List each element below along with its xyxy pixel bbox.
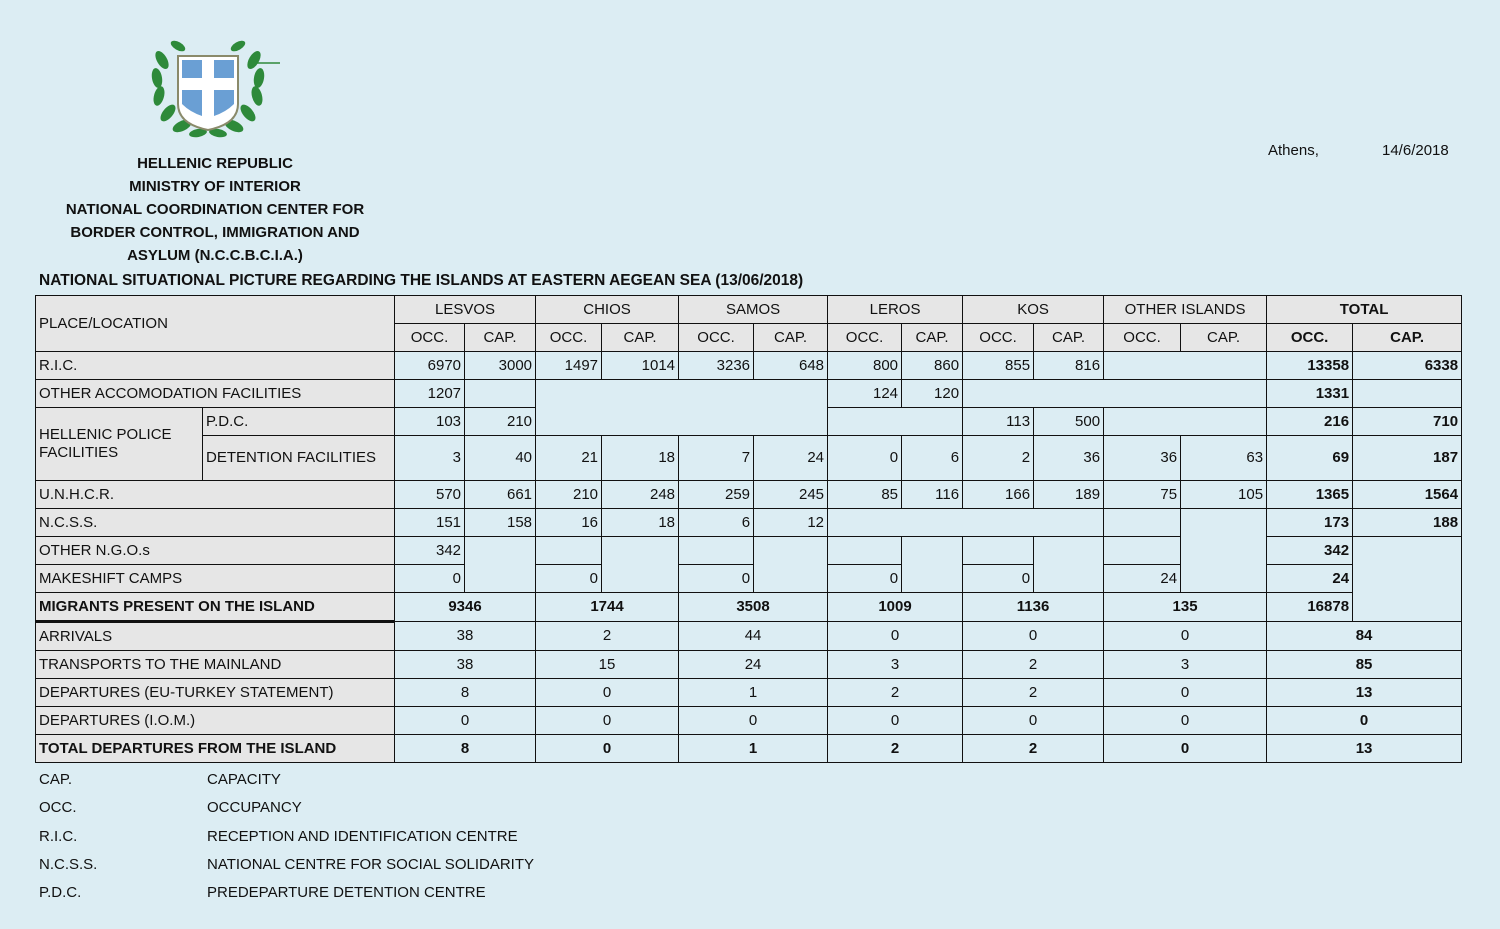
row-label: TOTAL DEPARTURES FROM THE ISLAND xyxy=(36,735,395,763)
table-cell: 661 xyxy=(465,481,536,509)
empty-cell xyxy=(602,537,679,593)
table-cell: 3236 xyxy=(679,352,754,380)
table-cell: 0 xyxy=(1104,707,1267,735)
table-cell: 36 xyxy=(1034,436,1104,481)
table-cell: 0 xyxy=(395,565,465,593)
total-cell: 13 xyxy=(1267,735,1462,763)
empty-cell xyxy=(963,380,1267,408)
org-line: MINISTRY OF INTERIOR xyxy=(129,178,301,195)
table-cell: 1497 xyxy=(536,352,602,380)
date-label: 14/6/2018 xyxy=(1382,142,1449,159)
legend-abbr: CAP. xyxy=(39,771,73,788)
row-label: DEPARTURES (I.O.M.) xyxy=(36,707,395,735)
total-cell: 13 xyxy=(1267,679,1462,707)
table-cell: 2 xyxy=(536,622,679,651)
occ-header: OCC. xyxy=(536,324,602,352)
table-cell: 2 xyxy=(963,679,1104,707)
empty-cell xyxy=(1104,408,1267,436)
table-cell: 38 xyxy=(395,622,536,651)
document-title: NATIONAL SITUATIONAL PICTURE REGARDING THE ISLANDS AT EASTERN AEGEAN SEA (13/06/2018) xyxy=(39,272,804,289)
cap-header: CAP. xyxy=(1181,324,1267,352)
table-row xyxy=(36,707,1462,735)
table-cell: 38 xyxy=(395,651,536,679)
total-header: TOTAL xyxy=(1267,296,1462,324)
total-cell: 173 xyxy=(1267,509,1353,537)
table-cell: 7 xyxy=(679,436,754,481)
row-label: OTHER N.G.O.s xyxy=(36,537,395,565)
table-cell: 8 xyxy=(395,679,536,707)
table-cell: 135 xyxy=(1104,593,1267,622)
table-cell: 570 xyxy=(395,481,465,509)
total-cell: 1564 xyxy=(1353,481,1462,509)
row-label: OTHER ACCOMODATION FACILITIES xyxy=(36,380,395,408)
table-cell: 120 xyxy=(902,380,963,408)
island-header-lesvos: LESVOS xyxy=(395,296,536,324)
row-group-label: HELLENIC POLICE FACILITIES xyxy=(36,408,203,481)
row-label: ARRIVALS xyxy=(36,622,395,651)
empty-cell xyxy=(1353,537,1462,622)
table-cell: 6 xyxy=(679,509,754,537)
table-cell: 0 xyxy=(536,707,679,735)
total-cell: 24 xyxy=(1267,565,1353,593)
occ-header: OCC. xyxy=(1267,324,1353,352)
empty-cell xyxy=(963,537,1034,565)
table-cell: 24 xyxy=(754,436,828,481)
total-cell: 1365 xyxy=(1267,481,1353,509)
cap-header: CAP. xyxy=(1353,324,1462,352)
table-cell: 1 xyxy=(679,679,828,707)
legend-full: NATIONAL CENTRE FOR SOCIAL SOLIDARITY xyxy=(207,855,534,873)
table-cell: 0 xyxy=(828,707,963,735)
empty-cell xyxy=(465,380,536,408)
table-cell: 210 xyxy=(465,408,536,436)
table-cell: 0 xyxy=(536,565,602,593)
table-row xyxy=(36,735,1462,763)
total-cell: 85 xyxy=(1267,651,1462,679)
table-cell: 40 xyxy=(465,436,536,481)
org-line: ASYLUM (N.C.C.B.C.I.A.) xyxy=(127,247,303,264)
org-line: NATIONAL COORDINATION CENTER FOR xyxy=(65,201,365,218)
table-cell: 6970 xyxy=(395,352,465,380)
table-cell: 0 xyxy=(963,707,1104,735)
legend-full: RECEPTION AND IDENTIFICATION CENTRE xyxy=(207,827,518,845)
table-cell: 2 xyxy=(828,679,963,707)
legend-abbr: R.I.C. xyxy=(39,827,78,845)
cap-header: CAP. xyxy=(1034,324,1104,352)
org-line: BORDER CONTROL, IMMIGRATION AND xyxy=(70,224,360,241)
table-cell: 2 xyxy=(963,735,1104,763)
organization-heading xyxy=(40,152,390,267)
table-cell: 75 xyxy=(1104,481,1181,509)
row-label: R.I.C. xyxy=(36,352,395,380)
table-cell: 1014 xyxy=(602,352,679,380)
total-cell: 342 xyxy=(1267,537,1353,565)
legend-full: OCCUPANCY xyxy=(207,799,302,817)
empty-cell xyxy=(1353,380,1462,408)
table-cell: 0 xyxy=(1104,735,1267,763)
table-cell: 6 xyxy=(902,436,963,481)
island-header-leros: LEROS xyxy=(828,296,963,324)
table-cell: 18 xyxy=(602,509,679,537)
table-cell: 24 xyxy=(679,651,828,679)
table-cell: 860 xyxy=(902,352,963,380)
table-row xyxy=(36,622,1462,651)
legend-full: PREDEPARTURE DETENTION CENTRE xyxy=(207,884,486,902)
row-label: MIGRANTS PRESENT ON THE ISLAND xyxy=(36,593,395,622)
table-cell: 3000 xyxy=(465,352,536,380)
table-row xyxy=(36,679,1462,707)
empty-cell xyxy=(828,537,902,565)
empty-cell xyxy=(1034,537,1104,593)
cap-header: CAP. xyxy=(602,324,679,352)
situation-table xyxy=(35,295,1462,763)
table-cell: 0 xyxy=(828,436,902,481)
table-row xyxy=(36,509,1462,537)
table-row xyxy=(36,436,1462,481)
table-cell: 3508 xyxy=(679,593,828,622)
total-cell: 216 xyxy=(1267,408,1353,436)
table-cell: 1207 xyxy=(395,380,465,408)
legend-abbr: P.D.C. xyxy=(39,884,82,902)
occ-header: OCC. xyxy=(828,324,902,352)
empty-cell xyxy=(1104,537,1181,565)
table-cell: 1744 xyxy=(536,593,679,622)
total-cell: 188 xyxy=(1353,509,1462,537)
empty-cell xyxy=(828,408,963,436)
table-row xyxy=(36,380,1462,408)
table-row xyxy=(36,593,1462,622)
table-cell: 166 xyxy=(963,481,1034,509)
table-cell: 158 xyxy=(465,509,536,537)
total-cell: 0 xyxy=(1267,707,1462,735)
table-cell: 124 xyxy=(828,380,902,408)
table-cell: 63 xyxy=(1181,436,1267,481)
table-cell: 113 xyxy=(963,408,1034,436)
empty-cell xyxy=(1104,509,1181,537)
island-header-chios: CHIOS xyxy=(536,296,679,324)
table-cell: 0 xyxy=(963,565,1034,593)
total-cell: 187 xyxy=(1353,436,1462,481)
table-cell: 18 xyxy=(602,436,679,481)
table-cell: 3 xyxy=(395,436,465,481)
legend-abbr: OCC. xyxy=(39,799,77,817)
table-cell: 44 xyxy=(679,622,828,651)
island-header-samos: SAMOS xyxy=(679,296,828,324)
empty-cell xyxy=(1181,509,1267,593)
total-cell: 69 xyxy=(1267,436,1353,481)
total-cell: 16878 xyxy=(1267,593,1353,622)
legend-full: CAPACITY xyxy=(207,771,281,788)
table-cell: 0 xyxy=(963,622,1104,651)
table-cell: 1 xyxy=(679,735,828,763)
table-cell: 103 xyxy=(395,408,465,436)
table-cell: 16 xyxy=(536,509,602,537)
table-cell: 0 xyxy=(1104,622,1267,651)
table-cell: 8 xyxy=(395,735,536,763)
table-row xyxy=(36,352,1462,380)
island-header-kos: KOS xyxy=(963,296,1104,324)
table-cell: 116 xyxy=(902,481,963,509)
island-header-other: OTHER ISLANDS xyxy=(1104,296,1267,324)
empty-cell xyxy=(828,509,1104,537)
table-cell: 21 xyxy=(536,436,602,481)
empty-cell xyxy=(679,537,754,565)
table-cell: 0 xyxy=(679,565,754,593)
table-cell: 9346 xyxy=(395,593,536,622)
empty-cell xyxy=(465,537,536,593)
table-cell: 855 xyxy=(963,352,1034,380)
empty-cell xyxy=(536,380,828,436)
row-label: N.C.S.S. xyxy=(36,509,395,537)
empty-cell xyxy=(754,537,828,593)
table-cell: 15 xyxy=(536,651,679,679)
table-cell: 248 xyxy=(602,481,679,509)
table-cell: 0 xyxy=(828,565,902,593)
table-cell: 0 xyxy=(1104,679,1267,707)
occ-header: OCC. xyxy=(395,324,465,352)
table-row xyxy=(36,651,1462,679)
row-label: DETENTION FACILITIES xyxy=(203,436,395,481)
total-cell: 13358 xyxy=(1267,352,1353,380)
table-cell: 3 xyxy=(828,651,963,679)
table-cell: 1009 xyxy=(828,593,963,622)
table-cell: 189 xyxy=(1034,481,1104,509)
total-cell: 1331 xyxy=(1267,380,1353,408)
table-cell: 0 xyxy=(536,735,679,763)
table-cell: 24 xyxy=(1104,565,1181,593)
cap-header: CAP. xyxy=(465,324,536,352)
table-cell: 3 xyxy=(1104,651,1267,679)
table-cell: 151 xyxy=(395,509,465,537)
table-cell: 2 xyxy=(963,436,1034,481)
table-cell: 105 xyxy=(1181,481,1267,509)
table-cell: 259 xyxy=(679,481,754,509)
occ-header: OCC. xyxy=(1104,324,1181,352)
empty-cell xyxy=(536,537,602,565)
greek-coat-of-arms-icon xyxy=(148,38,284,142)
total-cell: 84 xyxy=(1267,622,1462,651)
cap-header: CAP. xyxy=(902,324,963,352)
table-cell: 0 xyxy=(536,679,679,707)
cap-header: CAP. xyxy=(754,324,828,352)
table-cell: 2 xyxy=(963,651,1104,679)
row-label: P.D.C. xyxy=(203,408,395,436)
table-cell: 0 xyxy=(395,707,536,735)
occ-header: OCC. xyxy=(679,324,754,352)
table-cell: 85 xyxy=(828,481,902,509)
total-cell: 6338 xyxy=(1353,352,1462,380)
table-cell: 816 xyxy=(1034,352,1104,380)
table-cell: 12 xyxy=(754,509,828,537)
table-cell: 0 xyxy=(679,707,828,735)
row-label: TRANSPORTS TO THE MAINLAND xyxy=(36,651,395,679)
legend-abbr: N.C.S.S. xyxy=(39,855,98,873)
row-label: U.N.H.C.R. xyxy=(36,481,395,509)
table-cell: 2 xyxy=(828,735,963,763)
occ-header: OCC. xyxy=(963,324,1034,352)
place-location-header: PLACE/LOCATION xyxy=(36,296,395,352)
org-line: HELLENIC REPUBLIC xyxy=(137,155,293,172)
table-cell: 800 xyxy=(828,352,902,380)
empty-cell xyxy=(902,537,963,593)
table-cell: 245 xyxy=(754,481,828,509)
table-row xyxy=(36,481,1462,509)
row-label: MAKESHIFT CAMPS xyxy=(36,565,395,593)
table-cell: 36 xyxy=(1104,436,1181,481)
table-cell: 0 xyxy=(828,622,963,651)
table-cell: 1136 xyxy=(963,593,1104,622)
row-label: DEPARTURES (EU-TURKEY STATEMENT) xyxy=(36,679,395,707)
place-label: Athens, xyxy=(1268,142,1319,159)
table-cell: 500 xyxy=(1034,408,1104,436)
empty-cell xyxy=(1104,352,1267,380)
table-cell: 210 xyxy=(536,481,602,509)
table-cell: 342 xyxy=(395,537,465,565)
total-cell: 710 xyxy=(1353,408,1462,436)
table-cell: 648 xyxy=(754,352,828,380)
